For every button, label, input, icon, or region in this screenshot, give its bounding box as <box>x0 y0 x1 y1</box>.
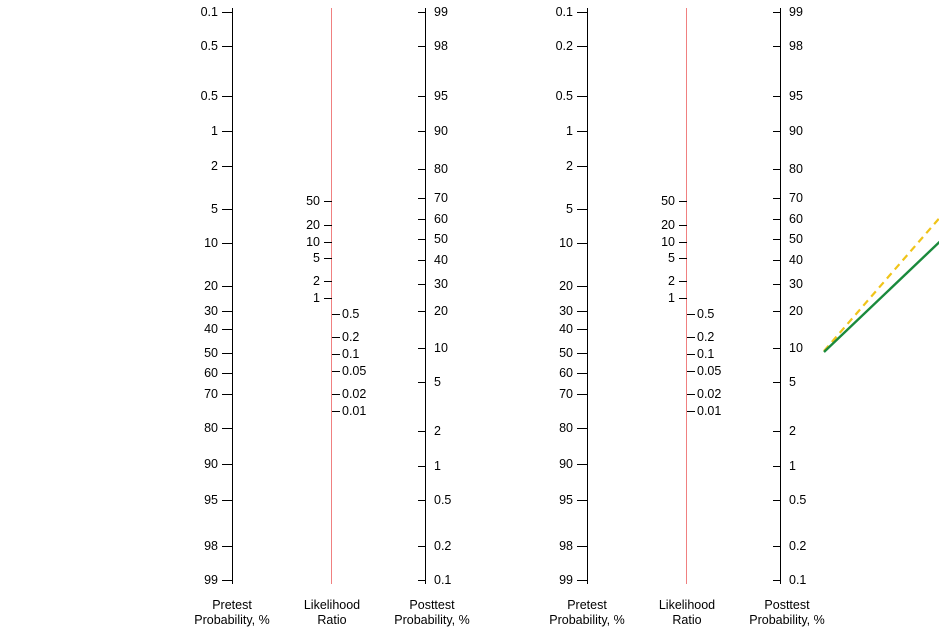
pretest-tick-label: 60 <box>559 366 573 380</box>
posttest-tick <box>773 431 781 432</box>
lr-tick-label: 1 <box>668 291 675 305</box>
posttest-tick-label: 60 <box>789 212 803 226</box>
lr-tick <box>332 411 340 412</box>
pretest-tick-label: 2 <box>211 159 218 173</box>
posttest-tick <box>773 260 781 261</box>
pretest-tick-label: 0.5 <box>200 39 218 53</box>
posttest-tick-label: 40 <box>789 253 803 267</box>
posttest-tick <box>418 260 426 261</box>
posttest-tick-label: 10 <box>789 341 803 355</box>
posttest-tick <box>773 12 781 13</box>
pretest-tick <box>577 243 588 244</box>
posttest-tick-label: 30 <box>434 277 448 291</box>
posttest-tick <box>418 348 426 349</box>
posttest-tick-label: 99 <box>789 5 803 19</box>
posttest-tick <box>773 219 781 220</box>
posttest-axis-right-panel <box>725 0 845 639</box>
lr-tick-label: 50 <box>306 194 320 208</box>
posttest-tick-label: 1 <box>789 459 796 473</box>
pretest-tick-label: 10 <box>204 236 218 250</box>
posttest-tick-label: 0.5 <box>434 493 452 507</box>
lr-tick-label: 0.05 <box>697 364 722 378</box>
posttest-tick-label: 50 <box>789 232 803 246</box>
pretest-tick-label: 90 <box>204 457 218 471</box>
pretest-tick <box>222 428 233 429</box>
pretest-tick-label: 0.5 <box>555 89 573 103</box>
lr-caption-line1: Likelihood <box>658 598 716 612</box>
pretest-caption-line2: Probability, % <box>549 613 625 627</box>
posttest-tick <box>773 96 781 97</box>
pretest-tick <box>222 131 233 132</box>
lr-tick <box>679 281 687 282</box>
lr-tick-label: 50 <box>661 194 675 208</box>
pretest-tick <box>577 46 588 47</box>
posttest-tick-label: 0.1 <box>434 573 452 587</box>
posttest-tick-label: 0.2 <box>434 539 452 553</box>
posttest-tick-label: 2 <box>789 424 796 438</box>
lr-tick <box>324 242 332 243</box>
lr-tick-label: 0.5 <box>342 307 360 321</box>
lr-tick-label: 10 <box>661 235 675 249</box>
lr-tick-label: 5 <box>668 251 675 265</box>
posttest-tick <box>418 382 426 383</box>
lr-tick-label: 0.05 <box>342 364 367 378</box>
lr-tick-label: 2 <box>313 274 320 288</box>
posttest-tick <box>773 500 781 501</box>
posttest-tick <box>418 431 426 432</box>
lr-tick <box>332 337 340 338</box>
pretest-tick-label: 50 <box>559 346 573 360</box>
posttest-tick <box>773 239 781 240</box>
lr-tick-label: 1 <box>313 291 320 305</box>
pretest-tick-label: 5 <box>211 202 218 216</box>
lr-tick-label: 0.1 <box>342 347 360 361</box>
posttest-tick-label: 0.2 <box>789 539 807 553</box>
pretest-axis-line <box>587 8 588 584</box>
lr-tick-label: 0.01 <box>697 404 722 418</box>
lr-tick-label: 5 <box>313 251 320 265</box>
posttest-tick-label: 30 <box>789 277 803 291</box>
pretest-caption-line2: Probability, % <box>194 613 270 627</box>
pretest-tick <box>577 373 588 374</box>
pretest-tick-label: 40 <box>204 322 218 336</box>
posttest-tick-label: 70 <box>434 191 448 205</box>
pretest-tick-label: 95 <box>559 493 573 507</box>
pretest-tick <box>222 311 233 312</box>
lr-tick <box>324 201 332 202</box>
posttest-tick-label: 90 <box>789 124 803 138</box>
posttest-tick-label: 10 <box>434 341 448 355</box>
pretest-tick-label: 98 <box>204 539 218 553</box>
posttest-tick <box>773 348 781 349</box>
pretest-tick-label: 5 <box>566 202 573 216</box>
pretest-tick-label: 99 <box>559 573 573 587</box>
posttest-tick-label: 80 <box>789 162 803 176</box>
lr-tick <box>679 242 687 243</box>
pretest-tick-label: 20 <box>204 279 218 293</box>
pretest-tick-label: 80 <box>559 421 573 435</box>
pretest-tick <box>577 131 588 132</box>
pretest-tick <box>222 329 233 330</box>
pretest-tick-label: 95 <box>204 493 218 507</box>
posttest-tick <box>418 580 426 581</box>
posttest-tick-label: 2 <box>434 424 441 438</box>
pretest-tick-label: 1 <box>211 124 218 138</box>
lr-tick-label: 20 <box>306 218 320 232</box>
pretest-tick-label: 98 <box>559 539 573 553</box>
pretest-tick-label: 99 <box>204 573 218 587</box>
posttest-tick-label: 95 <box>434 89 448 103</box>
posttest-tick-label: 90 <box>434 124 448 138</box>
pretest-tick-label: 1 <box>566 124 573 138</box>
posttest-tick-label: 20 <box>789 304 803 318</box>
posttest-tick <box>773 169 781 170</box>
lr-tick <box>687 411 695 412</box>
lr-tick <box>687 314 695 315</box>
posttest-tick-label: 98 <box>789 39 803 53</box>
pretest-tick-label: 2 <box>566 159 573 173</box>
pretest-tick <box>577 580 588 581</box>
lr-tick <box>324 258 332 259</box>
posttest-caption-line1: Posttest <box>764 598 810 612</box>
pretest-tick-label: 20 <box>559 279 573 293</box>
posttest-tick <box>418 219 426 220</box>
posttest-tick <box>773 580 781 581</box>
lr-tick-label: 0.2 <box>342 330 360 344</box>
posttest-tick-label: 20 <box>434 304 448 318</box>
lr-tick <box>679 201 687 202</box>
pretest-tick <box>577 464 588 465</box>
posttest-tick <box>773 382 781 383</box>
posttest-tick-label: 70 <box>789 191 803 205</box>
pretest-tick-label: 70 <box>559 387 573 401</box>
pretest-tick-label: 0.5 <box>200 89 218 103</box>
posttest-axis-line <box>780 8 781 584</box>
posttest-tick <box>418 46 426 47</box>
posttest-tick-label: 0.5 <box>789 493 807 507</box>
lr-caption-line2: Ratio <box>672 613 702 627</box>
pretest-tick-label: 10 <box>559 236 573 250</box>
pretest-tick <box>577 353 588 354</box>
posttest-tick <box>418 311 426 312</box>
lr-tick-label: 0.01 <box>342 404 367 418</box>
lr-tick <box>324 225 332 226</box>
posttest-tick-label: 80 <box>434 162 448 176</box>
pretest-tick <box>222 580 233 581</box>
lr-tick-label: 0.1 <box>697 347 715 361</box>
posttest-tick <box>418 546 426 547</box>
posttest-caption-line1: Posttest <box>409 598 455 612</box>
posttest-axis-line <box>425 8 426 584</box>
lr-tick-label: 2 <box>668 274 675 288</box>
lr-tick <box>687 371 695 372</box>
pretest-tick <box>222 209 233 210</box>
posttest-tick-label: 40 <box>434 253 448 267</box>
posttest-tick-label: 98 <box>434 39 448 53</box>
pretest-tick <box>222 12 233 13</box>
posttest-tick-label: 50 <box>434 232 448 246</box>
posttest-tick <box>418 500 426 501</box>
posttest-tick <box>773 284 781 285</box>
lr-tick <box>332 314 340 315</box>
posttest-caption-line2: Probability, % <box>394 613 470 627</box>
posttest-tick-label: 5 <box>434 375 441 389</box>
lr-tick-label: 10 <box>306 235 320 249</box>
posttest-tick-label: 0.1 <box>789 573 807 587</box>
posttest-tick <box>773 131 781 132</box>
posttest-tick <box>773 198 781 199</box>
lr-tick <box>679 225 687 226</box>
worked-nomogram <box>470 0 939 639</box>
pretest-tick <box>222 46 233 47</box>
posttest-tick-label: 99 <box>434 5 448 19</box>
lr-tick-label: 0.02 <box>342 387 367 401</box>
pretest-tick-label: 90 <box>559 457 573 471</box>
pretest-tick <box>222 353 233 354</box>
lr-tick <box>324 298 332 299</box>
posttest-tick-label: 5 <box>789 375 796 389</box>
posttest-tick <box>418 239 426 240</box>
pretest-tick <box>577 96 588 97</box>
lr-tick <box>332 394 340 395</box>
lr-caption-line2: Ratio <box>317 613 347 627</box>
pretest-tick <box>577 311 588 312</box>
pretest-axis-line <box>232 8 233 584</box>
pretest-tick <box>577 209 588 210</box>
likelihood-ratio-axis-line <box>331 8 332 584</box>
pretest-tick <box>577 286 588 287</box>
lr-tick <box>332 354 340 355</box>
pretest-tick <box>222 166 233 167</box>
posttest-tick <box>773 46 781 47</box>
pretest-tick <box>577 12 588 13</box>
posttest-tick <box>418 198 426 199</box>
pretest-tick-label: 40 <box>559 322 573 336</box>
pretest-tick <box>222 96 233 97</box>
pretest-tick-label: 30 <box>204 304 218 318</box>
pretest-tick <box>222 464 233 465</box>
lr-tick <box>679 258 687 259</box>
lr-tick-label: 0.5 <box>697 307 715 321</box>
posttest-tick <box>418 131 426 132</box>
lr-tick <box>679 298 687 299</box>
posttest-tick <box>418 284 426 285</box>
lr-tick <box>332 371 340 372</box>
posttest-tick <box>418 169 426 170</box>
pretest-tick-label: 60 <box>204 366 218 380</box>
pretest-tick <box>222 373 233 374</box>
pretest-tick <box>222 243 233 244</box>
pretest-caption-line1: Pretest <box>212 598 252 612</box>
posttest-caption-line2: Probability, % <box>749 613 825 627</box>
pretest-tick <box>577 428 588 429</box>
pretest-tick <box>577 394 588 395</box>
posttest-tick <box>773 311 781 312</box>
pretest-tick <box>222 500 233 501</box>
posttest-tick-label: 95 <box>789 89 803 103</box>
pretest-tick-label: 0.1 <box>200 5 218 19</box>
pretest-tick-label: 70 <box>204 387 218 401</box>
pretest-tick <box>222 394 233 395</box>
posttest-tick <box>773 466 781 467</box>
lr-tick <box>687 354 695 355</box>
posttest-tick <box>418 96 426 97</box>
lr-tick <box>687 394 695 395</box>
posttest-tick <box>418 12 426 13</box>
pretest-tick <box>222 286 233 287</box>
pretest-tick-label: 30 <box>559 304 573 318</box>
lr-tick <box>687 337 695 338</box>
pretest-tick <box>577 546 588 547</box>
pretest-tick <box>222 546 233 547</box>
pretest-tick-label: 0.1 <box>555 5 573 19</box>
posttest-tick-label: 1 <box>434 459 441 473</box>
pretest-tick <box>577 329 588 330</box>
likelihood-ratio-axis-line <box>686 8 687 584</box>
pretest-caption-line1: Pretest <box>567 598 607 612</box>
pretest-tick <box>577 166 588 167</box>
pretest-tick-label: 50 <box>204 346 218 360</box>
lr-caption-line1: Likelihood <box>303 598 361 612</box>
lr-tick-label: 20 <box>661 218 675 232</box>
lr-tick <box>324 281 332 282</box>
lr-tick-label: 0.2 <box>697 330 715 344</box>
pretest-tick-label: 80 <box>204 421 218 435</box>
posttest-axis-caption <box>712 598 862 628</box>
posttest-tick <box>418 466 426 467</box>
lr-tick-label: 0.02 <box>697 387 722 401</box>
posttest-tick-label: 60 <box>434 212 448 226</box>
posttest-tick <box>773 546 781 547</box>
pretest-tick-label: 0.2 <box>555 39 573 53</box>
pretest-tick <box>577 500 588 501</box>
